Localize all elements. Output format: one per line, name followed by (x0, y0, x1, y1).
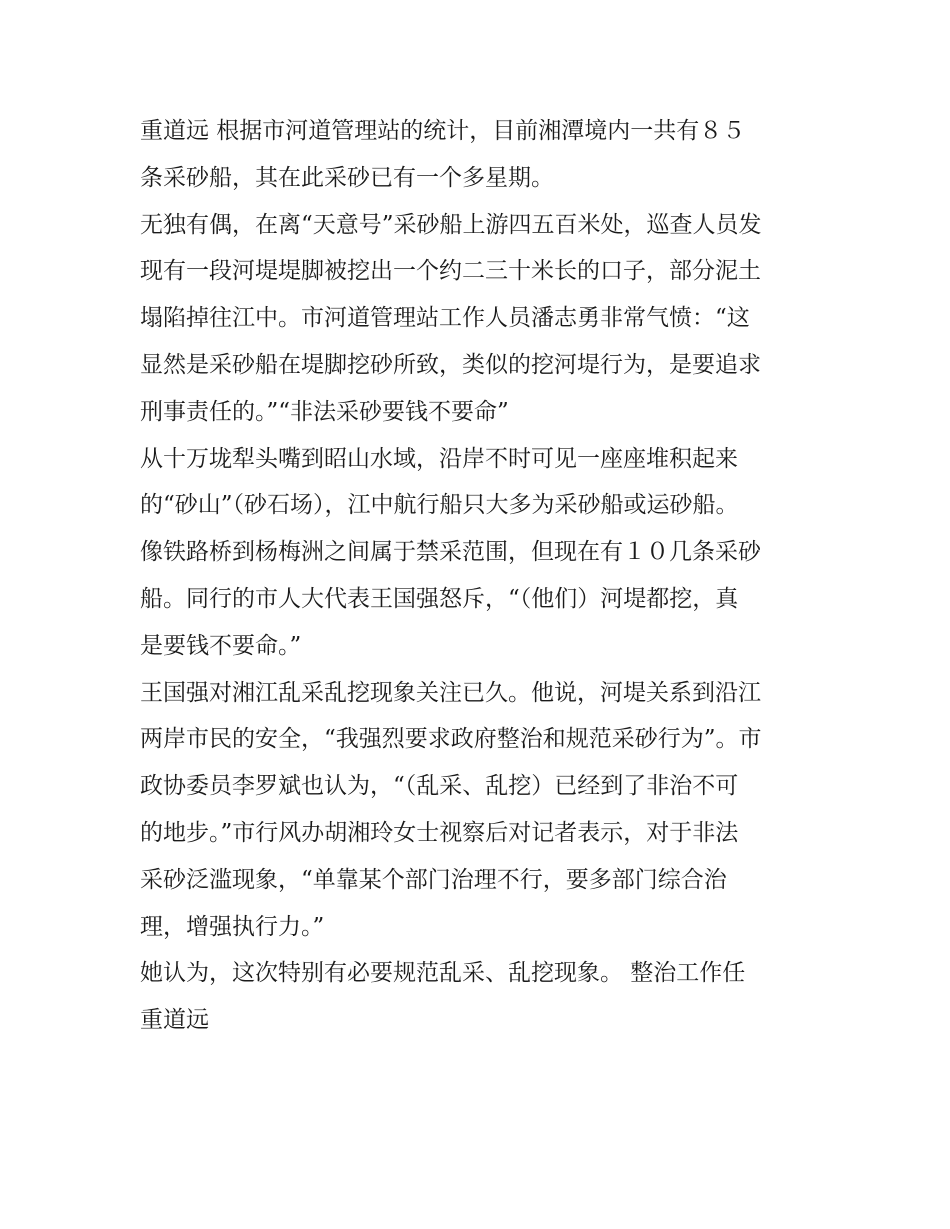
text-line-6: 显然是采砂船在堤脚挖砂所致，类似的挖河堤行为，是要追求 (140, 351, 761, 378)
text-line-20: 重道远 (140, 1007, 209, 1034)
text-line-14: 两岸市民的安全，“我强烈要求政府整治和规范采砂行为”。市 (140, 726, 762, 753)
text-line-18: 理，增强执行力。” (140, 913, 325, 940)
text-line-13: 王国强对湘江乱采乱挖现象关注已久。他说，河堤关系到沿江 (140, 679, 761, 706)
text-line-19: 她认为，这次特别有必要规范乱采、乱挖现象。 整治工作任 (140, 960, 746, 987)
text-line-7: 刑事责任的。”“非法采砂要钱不要命” (140, 398, 509, 425)
text-line-8: 从十万垅犁头嘴到昭山水域，沿岸不时可见一座座堆积起来 (140, 445, 738, 472)
text-line-11: 船。同行的市人大代表王国强怒斥，“（他们）河堤都挖，真 (140, 585, 739, 612)
text-line-12: 是要钱不要命。” (140, 632, 302, 659)
text-line-1: 重道远 根据市河道管理站的统计，目前湘潭境内一共有８５ (140, 118, 746, 144)
text-line-17: 采砂泛滥现象，“单靠某个部门治理不行，要多部门综合治 (140, 866, 727, 893)
text-line-3: 无独有偶，在离“天意号”采砂船上游四五百米处，巡查人员发 (140, 211, 762, 238)
text-line-15: 政协委员李罗斌也认为，“（乱采、乱挖）已经到了非治不可 (140, 773, 739, 800)
text-line-9: 的“砂山”（砂石场），江中航行船只大多为采砂船或运砂船。 (140, 492, 739, 519)
text-line-10: 像铁路桥到杨梅洲之间属于禁采范围，但现在有１０几条采砂 (140, 539, 761, 566)
article-body (140, 108, 820, 1044)
text-line-16: 的地步。”市行风办胡湘玲女士视察后对记者表示，对于非法 (140, 819, 739, 846)
text-line-5: 塌陷掉往江中。市河道管理站工作人员潘志勇非常气愤：“这 (140, 305, 750, 332)
text-line-2: 条采砂船，其在此采砂已有一个多星期。 (140, 164, 554, 191)
text-line-4: 现有一段河堤堤脚被挖出一个约二三十米长的口子，部分泥土 (140, 258, 761, 285)
